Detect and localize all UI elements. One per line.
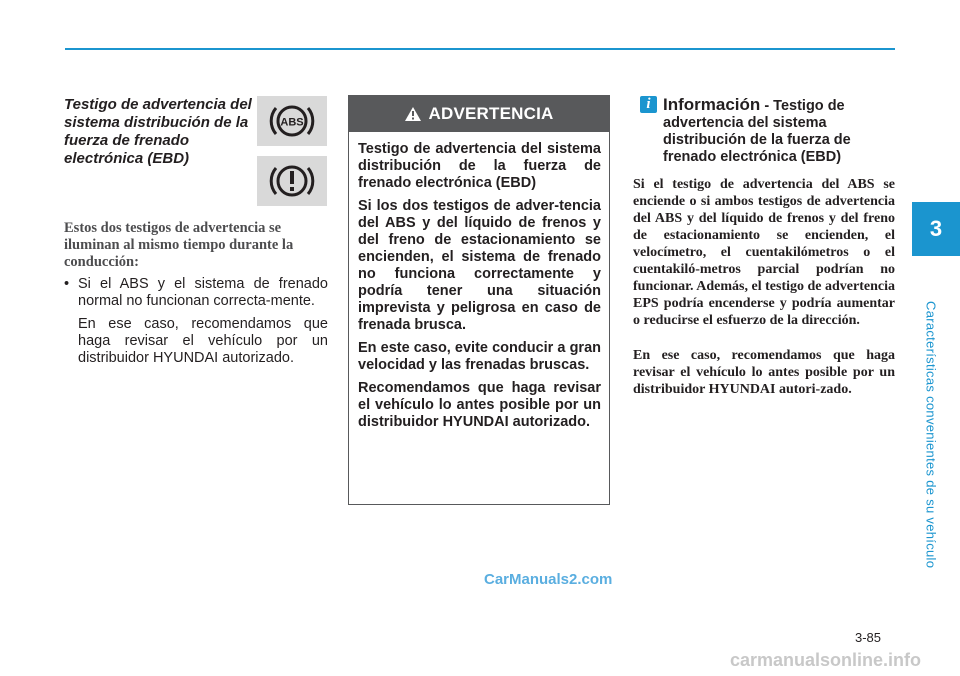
watermark-carmanualsonline: carmanualsonline.info: [730, 650, 922, 670]
info-paragraph-2: En ese caso, recomendamos que haga revisar el vehículo lo antes posible por un distribuidor HYUNDAI autori-zado.: [633, 348, 895, 397]
brake-warning-icon: [268, 161, 316, 201]
warning-header-label: ADVERTENCIA: [428, 104, 554, 123]
bullet-text: Si el ABS y el sistema de frenado normal no funcionan correcta-mente.: [78, 276, 328, 309]
warning-paragraph-1: Si los dos testigos de adver-tencia del ABS y del líquido de frenos y del freno de estacionamiento se encienden, el sistema de frenado no funciona correctamente y podría tener una situación imprevista y peligrosa en caso de frenada brusca.: [358, 198, 601, 333]
watermark-carmanuals2[interactable]: CarManuals2.com: [484, 571, 613, 588]
info-title-rest: - Testigo de advertencia del sistema distribución de la fuerza de frenado electrónica (EBD): [663, 98, 851, 165]
abs-label: ABS: [280, 116, 304, 129]
chapter-number-tab: 3: [912, 202, 960, 256]
bullet-followup: En ese caso, recomendamos que haga revisar el vehículo por un distribuidor HYUNDAI autorizado.: [78, 316, 328, 366]
warning-box: [348, 95, 610, 505]
abs-warning-icon-box: [257, 96, 327, 146]
info-title: [663, 96, 895, 166]
warning-triangle-icon: [405, 107, 421, 121]
abs-warning-icon: [268, 101, 316, 141]
bullet-dot: •: [64, 276, 70, 292]
info-icon: i: [640, 96, 657, 113]
intro-text: Estos dos testigos de advertencia se iluminan al mismo tiempo durante la conducción:: [64, 220, 294, 270]
warning-title: Testigo de advertencia del sistema distribución de la fuerza de frenado electrónica (EBD): [358, 141, 601, 191]
page-number: 3-85: [855, 630, 882, 645]
chapter-title: Características convenientes de su vehículo: [923, 301, 939, 569]
warning-paragraph-3: Recomendamos que haga revisar el vehículo lo antes posible por un distribuidor HYUNDAI autorizado.: [358, 380, 601, 430]
warning-paragraph-2: En este caso, evite conducir a gran velocidad y las frenadas bruscas.: [358, 340, 601, 373]
bullet-item: [64, 276, 328, 367]
info-title-lead: Información: [663, 95, 761, 114]
brake-warning-icon-box: [257, 156, 327, 206]
info-paragraph-1: Si el testigo de advertencia del ABS se enciende o si ambos testigos de advertencia del ABS y del líquido de frenos y del freno de estacionamiento se encienden, el velocímetro, el cuentakilómetros o el cuentakiló-metros parcial podrían no funcionar. Además, el testigo de advertencia EPS podría encenderse y podría aumentar o reducirse el esfuerzo de la dirección.: [633, 177, 895, 328]
section-heading: Testigo de advertencia del sistema distribución de la fuerza de frenado electrónica (EBD): [64, 96, 252, 167]
warning-header: [349, 96, 609, 132]
top-rule: [65, 48, 895, 50]
warning-body: [349, 132, 609, 431]
